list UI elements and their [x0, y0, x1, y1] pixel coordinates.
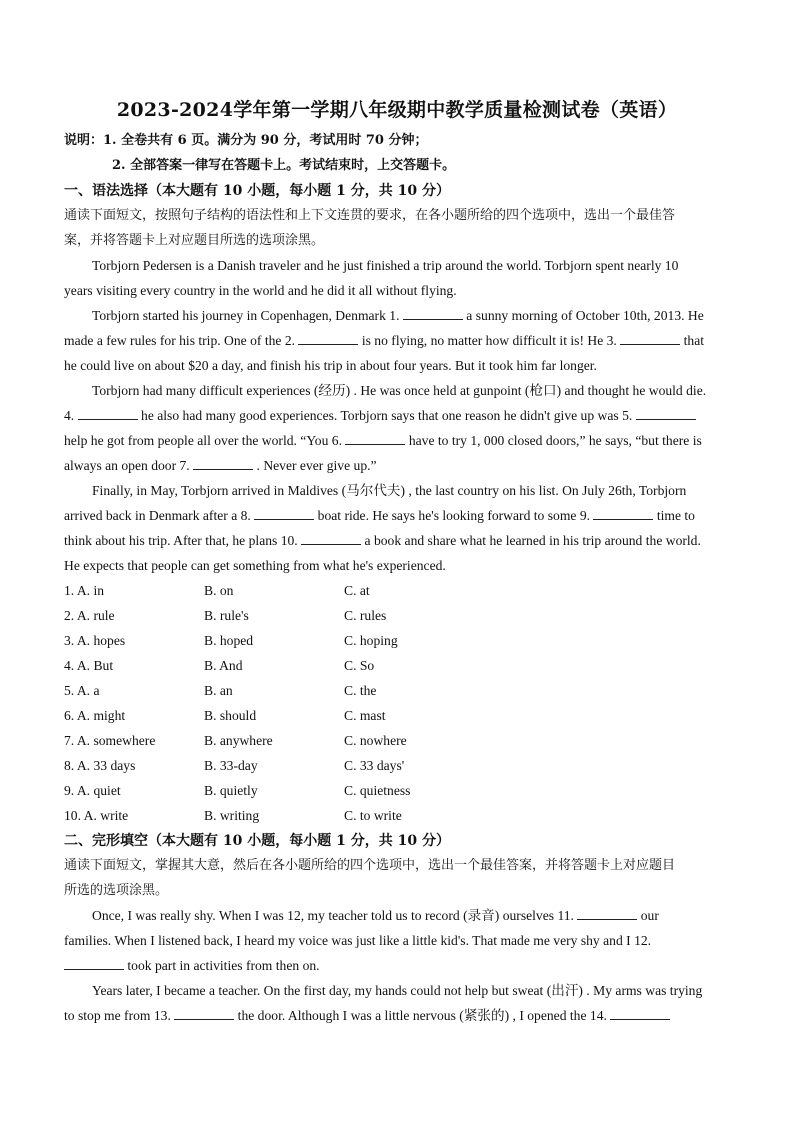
passage-1-para-3-line-3: [64, 431, 734, 451]
option-c: C. the: [344, 683, 377, 698]
passage-1-para-3-line-2: [64, 406, 734, 426]
passage-2-para-1-line-3: [64, 956, 734, 976]
option-a: 2. A. rule: [64, 608, 115, 623]
blank-9: [593, 506, 653, 520]
blank-14: [610, 1006, 670, 1020]
blank-2: [298, 331, 358, 345]
blank-11: [577, 906, 637, 920]
text-fragment: . Never ever give up.”: [256, 458, 377, 473]
text-fragment: help he got from people all over the world. “You 6.: [64, 433, 342, 448]
text-fragment: boat ride. He says he's looking forward to some 9.: [317, 508, 591, 523]
option-c: C. nowhere: [344, 733, 407, 748]
text-fragment: that: [683, 333, 705, 348]
passage-2-para-1-line-1: [92, 906, 732, 926]
text-fragment: he also had many good experiences. Torbjorn says that one reason he didn't give up was 5.: [141, 408, 633, 423]
blank-4: [78, 406, 138, 420]
blank-5: [636, 406, 696, 420]
section-2-instructions-line-1: 通读下面短文，掌握其大意，然后在各小题所给的四个选项中，选出一个最佳答案，并将答题卡上对应题目: [64, 858, 676, 873]
option-b: B. on: [204, 583, 234, 598]
text-fragment: arrived back in Denmark after a 8.: [64, 508, 251, 523]
option-row-5: [64, 681, 564, 701]
section-1-heading: 一、语法选择（本大题有 10 小题，每小题 1 分，共 10 分）: [64, 183, 450, 199]
passage-1-para-4-line-2: [64, 506, 734, 526]
option-b: B. an: [204, 683, 233, 698]
text-fragment: to stop me from 13.: [64, 1008, 171, 1023]
option-a: 4. A. But: [64, 658, 114, 673]
blank-12: [64, 956, 124, 970]
option-row-9: [64, 781, 564, 801]
passage-1-para-3-line-4: [64, 456, 734, 476]
text-fragment: Torbjorn started his journey in Copenhagen, Denmark 1.: [92, 308, 400, 323]
option-b: B. hoped: [204, 633, 254, 648]
passage-1-para-4-line-1: Finally, in May, Torbjorn arrived in Maldives (马尔代夫) , the last country on his list. On July 26th, Torbjorn: [92, 483, 687, 498]
blank-8: [254, 506, 314, 520]
option-row-1: [64, 581, 564, 601]
text-fragment: Once, I was really shy. When I was 12, my teacher told us to record (录音) ourselves 11.: [92, 908, 574, 923]
option-b: B. quietly: [204, 783, 258, 798]
exam-note-1: 说明：1. 全卷共有 6 页。满分为 90 分，考试用时 70 分钟；: [64, 133, 428, 148]
section-2-heading: 二、完形填空（本大题有 10 小题，每小题 1 分，共 10 分）: [64, 833, 450, 849]
passage-2-para-2-line-1: Years later, I became a teacher. On the first day, my hands could not help but sweat (出汗) . My arms was trying: [92, 983, 703, 998]
text-fragment: time to: [656, 508, 695, 523]
option-row-8: [64, 756, 564, 776]
section-1-instructions-line-2: 案，并将答题卡上对应题目所选的选项涂黑。: [64, 233, 325, 248]
passage-1-para-4-line-4: He expects that people can get something from what he's experienced.: [64, 558, 446, 573]
option-b: B. rule's: [204, 608, 249, 623]
text-fragment: think about his trip. After that, he plans 10.: [64, 533, 298, 548]
passage-1-para-2-line-1: [92, 306, 732, 326]
text-fragment: a book and share what he learned in his trip around the world.: [364, 533, 701, 548]
text-fragment: is no flying, no matter how difficult it is! He 3.: [361, 333, 617, 348]
passage-1-para-2-line-3: he could live on about $20 a day, and finish his trip in about four years. But it took him far longer.: [64, 358, 597, 373]
blank-13: [174, 1006, 234, 1020]
option-b: B. 33-day: [204, 758, 258, 773]
option-row-3: [64, 631, 564, 651]
option-row-4: [64, 656, 564, 676]
option-c: C. 33 days': [344, 758, 405, 773]
option-c: C. to write: [344, 808, 402, 823]
option-row-2: [64, 606, 564, 626]
section-1-instructions-line-1: 通读下面短文，按照句子结构的语法性和上下文连贯的要求，在各小题所给的四个选项中，选出一个最佳答: [64, 208, 676, 223]
text-fragment: always an open door 7.: [64, 458, 190, 473]
option-a: 6. A. might: [64, 708, 126, 723]
text-fragment: made a few rules for his trip. One of the 2.: [64, 333, 296, 348]
passage-1-para-2-line-2: [64, 331, 734, 351]
option-b: B. should: [204, 708, 257, 723]
option-a: 3. A. hopes: [64, 633, 126, 648]
option-a: 8. A. 33 days: [64, 758, 136, 773]
blank-3: [620, 331, 680, 345]
option-row-6: [64, 706, 564, 726]
option-row-10: [64, 806, 564, 826]
text-fragment: the door. Although I was a little nervous (紧张的) , I opened the 14.: [237, 1008, 607, 1023]
passage-2-para-2-line-2: [64, 1006, 734, 1026]
option-c: C. quietness: [344, 783, 411, 798]
passage-1-para-1-line-2: years visiting every country in the world and he did it all without flying.: [64, 283, 457, 298]
option-a: 9. A. quiet: [64, 783, 121, 798]
blank-10: [301, 531, 361, 545]
option-a: 7. A. somewhere: [64, 733, 156, 748]
text-fragment: took part in activities from then on.: [127, 958, 320, 973]
blank-1: [403, 306, 463, 320]
option-b: B. And: [204, 658, 243, 673]
option-a: 5. A. a: [64, 683, 100, 698]
option-a: 10. A. write: [64, 808, 129, 823]
option-c: C. at: [344, 583, 370, 598]
passage-1-para-1-line-1: Torbjorn Pedersen is a Danish traveler and he just finished a trip around the world. Torbjorn spent nearly 10: [92, 258, 679, 273]
option-b: B. anywhere: [204, 733, 273, 748]
passage-1-para-3-line-1: Torbjorn had many difficult experiences (经历) . He was once held at gunpoint (枪口) and thought he would die.: [92, 383, 707, 398]
section-2-instructions-line-2: 所选的选项涂黑。: [64, 883, 169, 898]
option-c: C. rules: [344, 608, 387, 623]
text-fragment: have to try 1, 000 closed doors,” he says, “but there is: [408, 433, 702, 448]
passage-2-para-1-line-2: families. When I listened back, I heard my voice was just like a little kid's. That made me very shy and I 12.: [64, 933, 652, 948]
exam-note-2: 2. 全部答案一律写在答题卡上。考试结束时，上交答题卡。: [112, 158, 456, 173]
option-row-7: [64, 731, 564, 751]
option-a: 1. A. in: [64, 583, 105, 598]
passage-1-para-4-line-3: [64, 531, 734, 551]
option-c: C. hoping: [344, 633, 398, 648]
blank-6: [345, 431, 405, 445]
option-c: C. mast: [344, 708, 386, 723]
text-fragment: a sunny morning of October 10th, 2013. He: [466, 308, 704, 323]
option-b: B. writing: [204, 808, 260, 823]
blank-7: [193, 456, 253, 470]
page-title: 2023-2024学年第一学期八年级期中教学质量检测试卷（英语）: [116, 99, 678, 121]
option-c: C. So: [344, 658, 375, 673]
text-fragment: 4.: [64, 408, 75, 423]
text-fragment: our: [640, 908, 659, 923]
